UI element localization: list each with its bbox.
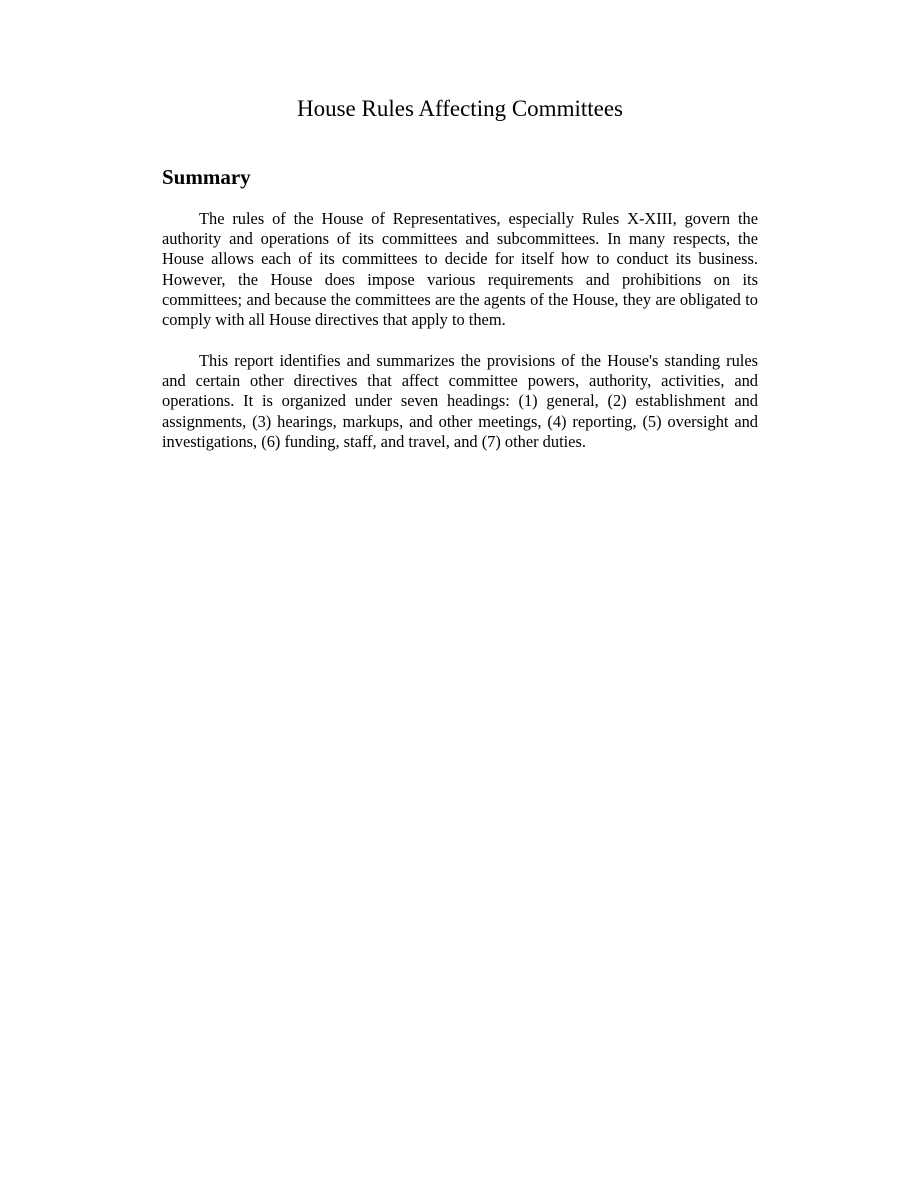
document-title: House Rules Affecting Committees: [296, 96, 623, 121]
section-heading-summary: Summary: [162, 165, 251, 189]
summary-paragraph-2: This report identifies and summarizes the provisions of the House's standing rules and certain other directives that affect committee powers, authority, activities, and operations. It is organized under seven headings: (1) general, (2) establishment and assignments, (3) hearings, markups, and other meetings, (4) reporting, (5) oversight and investigations, (6) funding, staff, and travel, and (7) other duties.: [162, 351, 758, 451]
summary-paragraph-1: The rules of the House of Representatives, especially Rules X-XIII, govern the authority and operations of its committees and subcommittees. In many respects, the House allows each of its committees to decide for itself how to conduct its business. However, the House does impose various requirements and prohibitions on its committees; and because the committees are the agents of the House, they are obligated to comply with all House directives that apply to them.: [162, 209, 758, 330]
